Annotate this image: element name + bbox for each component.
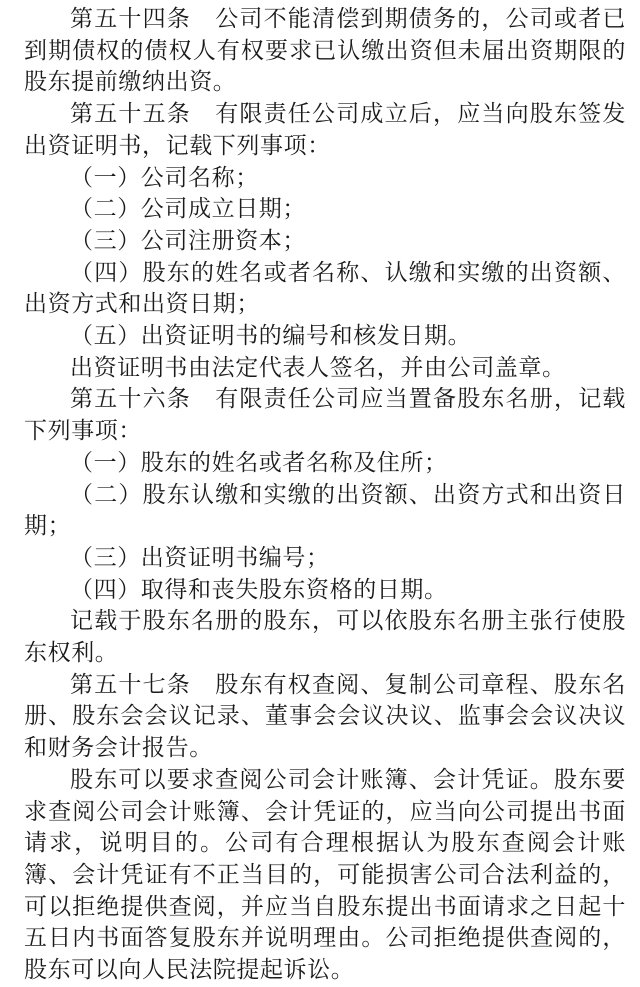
- list-item: （五）出资证明书的编号和核发日期。: [70, 323, 472, 350]
- paragraph-article-55: 第五十五条 有限责任公司成立后，应当向股东签发出资证明书，记载下列事项：: [24, 101, 626, 159]
- list-item: （二）公司成立日期；: [70, 196, 306, 223]
- paragraph-certificate-signature: 出资证明书由法定代表人签名，并由公司盖章。: [70, 354, 566, 381]
- list-item: （四）股东的姓名或者名称、认缴和实缴的出资额、出资方式和出资日期；: [24, 259, 626, 318]
- list-item: （一）公司名称；: [70, 164, 259, 191]
- list-item: （三）出资证明书编号；: [70, 544, 330, 571]
- list-item: （一）股东的姓名或者名称及住所；: [70, 449, 448, 476]
- paragraph-register-rights: 记载于股东名册的股东，可以依股东名册主张行使股东权利。: [24, 608, 626, 667]
- paragraph-article-56: 第五十六条 有限责任公司应当置备股东名册，记载下列事项：: [24, 386, 626, 445]
- list-item: （三）公司注册资本；: [70, 227, 306, 254]
- list-item: （四）取得和丧失股东资格的日期。: [70, 576, 448, 603]
- list-item: （二）股东认缴和实缴的出资额、出资方式和出资日期；: [24, 481, 626, 540]
- paragraph-accounting-books: 股东可以要求查阅公司会计账簿、会计凭证。股东要求查阅公司会计账簿、会计凭证的，应当向公司提出书面请求，说明目的。公司有合理根据认为股东查阅会计账簿、会计凭证有不正当目的，可能损害公司合法利益的，可以拒绝提供查阅，并应当自股东提出书面请求之日起十五日内书面答复股东并说明理由。公司拒绝提供查阅的，股东可以向人民法院提起诉讼。: [24, 766, 626, 984]
- paragraph-article-57: 第五十七条 股东有权查阅、复制公司章程、股东名册、股东会会议记录、董事会会议决议、监事会会议决议和财务会计报告。: [24, 671, 626, 762]
- paragraph-article-54: 第五十四条 公司不能清偿到期债务的，公司或者已到期债权的债权人有权要求已认缴出资但未届出资期限的股东提前缴纳出资。: [24, 6, 626, 96]
